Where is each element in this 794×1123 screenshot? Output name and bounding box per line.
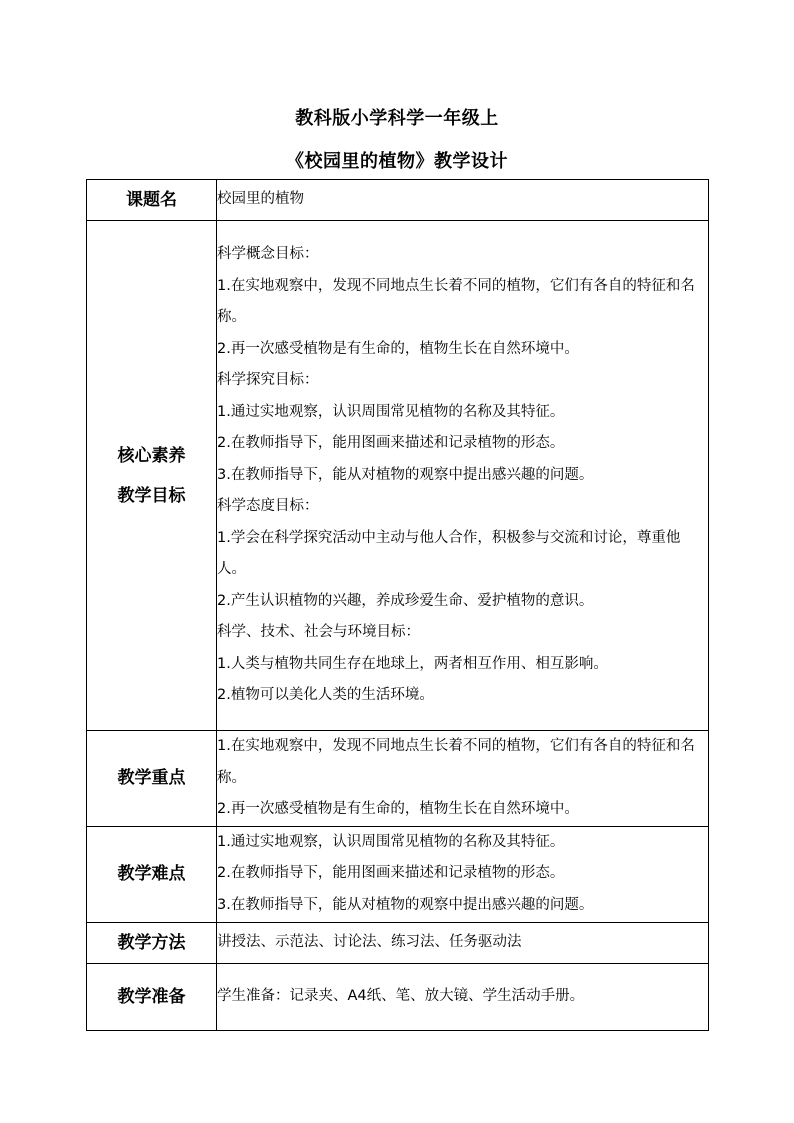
row-label-text: 教学目标 xyxy=(117,485,186,506)
content-line: 2.在教师指导下，能用图画来描述和记录植物的形态。 xyxy=(217,865,565,882)
content-line: 1.人类与植物共同生存在地球上，两者相互作用、相互影响。 xyxy=(217,655,608,672)
content-line: 科学、技术、社会与环境目标： xyxy=(217,624,420,641)
row-label-text: 教学难点 xyxy=(117,864,186,884)
content-line: 科学概念目标： xyxy=(217,246,319,263)
row-label xyxy=(87,963,217,1030)
row-content xyxy=(217,826,709,922)
content-line: 1.通过实地观察，认识周围常见植物的名称及其特征。 xyxy=(217,403,565,420)
content-line: 3.在教师指导下，能从对植物的观察中提出感兴趣的问题。 xyxy=(217,466,594,483)
lesson-plan-table xyxy=(86,179,709,1031)
content-line: 1.学会在科学探究活动中主动与他人合作，积极参与交流和讨论，尊重他人。 xyxy=(217,529,681,578)
row-content xyxy=(217,731,709,827)
content-line: 1.在实地观察中，发现不同地点生长着不同的植物，它们有各自的特征和名称。 xyxy=(217,277,695,326)
row-label xyxy=(87,826,217,922)
table-row-objectives xyxy=(87,221,709,731)
table-row-difficulties xyxy=(87,826,709,922)
row-content xyxy=(217,963,709,1030)
row-label-text: 教学重点 xyxy=(117,768,186,789)
table-row-preparation xyxy=(87,963,709,1030)
content-line: 讲授法、示范法、讨论法、练习法、任务驱动法 xyxy=(217,933,522,950)
row-content xyxy=(217,922,709,963)
content-line: 科学探究目标： xyxy=(217,372,319,389)
content-line: 3.在教师指导下，能从对植物的观察中提出感兴趣的问题。 xyxy=(217,896,594,913)
content-line: 校园里的植物 xyxy=(217,191,304,208)
table-row-topic xyxy=(87,180,709,221)
content-line: 2.植物可以美化人类的生活环境。 xyxy=(217,687,434,704)
row-label-text: 教学准备 xyxy=(117,986,186,1007)
row-label xyxy=(87,731,217,827)
row-label-text: 核心素养 xyxy=(117,445,186,466)
content-line: 2.再一次感受植物是有生命的，植物生长在自然环境中。 xyxy=(217,801,579,817)
document-title: 教科版小学科学一年级上 xyxy=(295,108,499,129)
row-label xyxy=(87,922,217,963)
content-line: 学生准备：记录夹、A4纸、笔、放大镜、学生活动手册。 xyxy=(217,987,585,1004)
row-content xyxy=(217,221,709,731)
content-line: 1.在实地观察中，发现不同地点生长着不同的植物，它们有各自的特征和名称。 xyxy=(217,738,695,786)
row-label-text: 教学方法 xyxy=(117,932,186,953)
row-label-text: 课题名 xyxy=(126,190,177,210)
row-label xyxy=(87,221,217,731)
table-row-methods xyxy=(87,922,709,963)
row-content xyxy=(217,180,709,221)
document-subtitle: 《校园里的植物》教学设计 xyxy=(286,151,508,172)
content-line: 2.再一次感受植物是有生命的，植物生长在自然环境中。 xyxy=(217,340,579,357)
content-line: 科学态度目标： xyxy=(217,498,319,515)
content-line: 2.产生认识植物的兴趣，养成珍爱生命、爱护植物的意识。 xyxy=(217,592,594,609)
table-row-key-points xyxy=(87,731,709,827)
row-label xyxy=(87,180,217,221)
content-line: 2.在教师指导下，能用图画来描述和记录植物的形态。 xyxy=(217,435,565,452)
content-line: 1.通过实地观察，认识周围常见植物的名称及其特征。 xyxy=(217,833,565,850)
